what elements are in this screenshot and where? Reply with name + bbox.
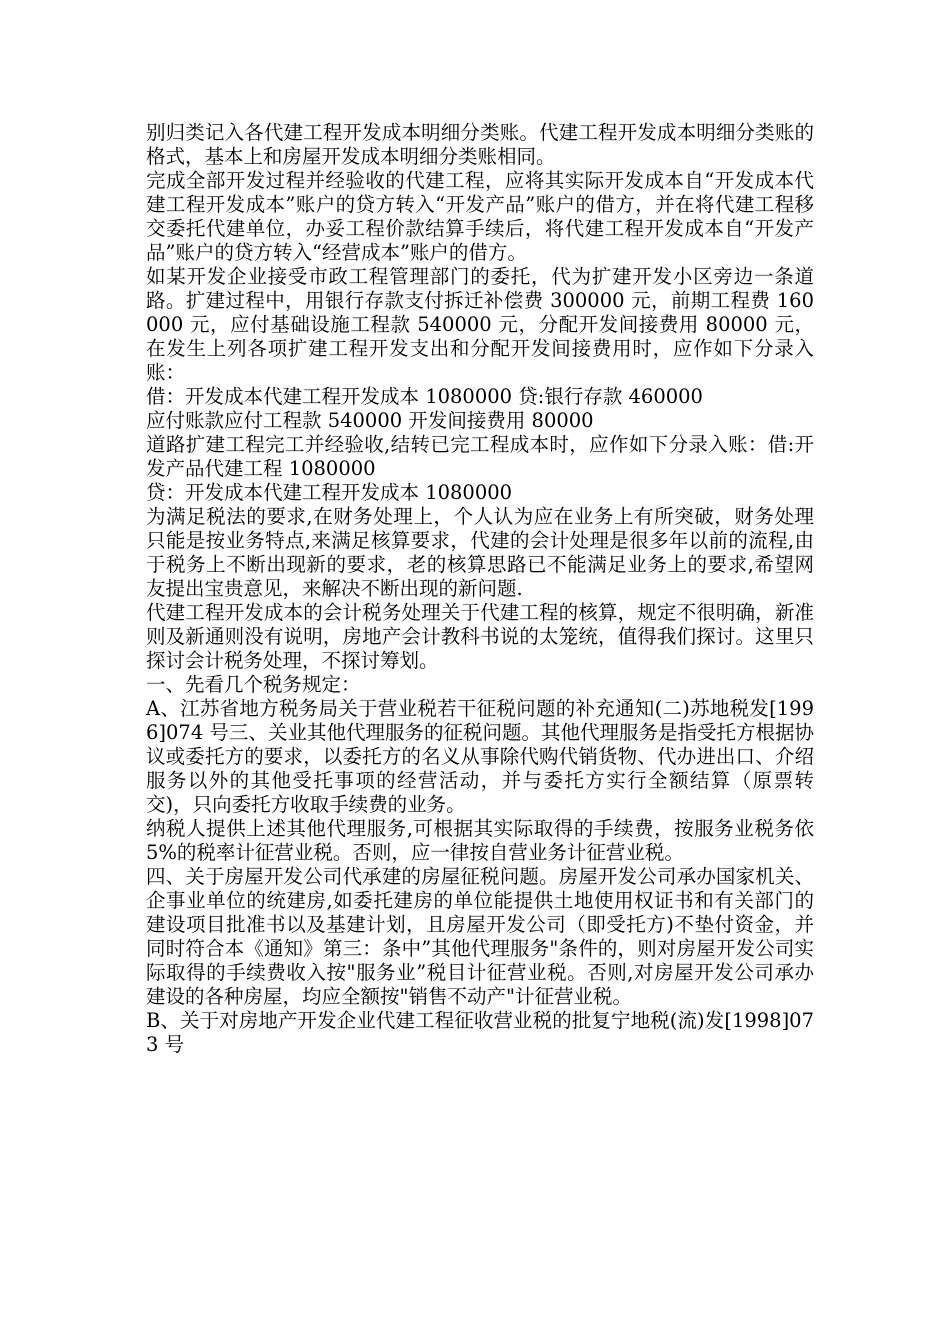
- paragraph-completion-entry: 道路扩建工程完工并经验收,结转已完工程成本时，应作如下分录入账：借:开发产品代建工程 1080000: [146, 433, 814, 480]
- paragraph-completion-credit: 贷：开发成本代建工程开发成本 1080000: [146, 481, 513, 504]
- paragraph-road-expansion-example: 如某开发企业接受市政工程管理部门的委托，代为扩建开发小区旁边一条道路。扩建过程中，用银行存款支付拆迁补偿费 300000 元，前期工程费 160000 元，应付基础设施工程款 540000 元，分配开发间接费用 80000 元，在发生上列各项扩建工程开发支出和分配开发间接费用时，应作如下分录入账：: [146, 265, 814, 384]
- document-body: [146, 121, 814, 1057]
- section-heading-tax-rules: 一、先看几个税务规定：: [146, 673, 361, 696]
- paragraph-nanjing-reply: B、关于对房地产开发企业代建工程征收营业税的批复宁地税(流)发[1998]073 号: [146, 1009, 814, 1056]
- paragraph-cost-ledger-classification: 别归类记入各代建工程开发成本明细分类账。代建工程开发成本明细分类账的格式，基本上和房屋开发成本明细分类账相同。: [146, 121, 814, 168]
- paragraph-completed-project-transfer: 完成全部开发过程并经验收的代建工程，应将其实际开发成本自“开发成本代建工程开发成本”账户的贷方转入“开发产品”账户的借方，并在将代建工程移交委托代建单位，办妥工程价款结算手续后，将代建工程开发成本自“开发产品”账户的贷方转入“经营成本”账户的借方。: [146, 169, 814, 264]
- paragraph-tax-requirements-opinion: 为满足税法的要求,在财务处理上，个人认为应在业务上有所突破，财务处理只能是按业务特点,来满足核算要求，代建的会计处理是很多年以前的流程,由于税务上不断出现新的要求，老的核算思路已不能满足业务上的要求,希望网友提出宝贵意见，来解决不断出现的新问题.: [146, 505, 814, 600]
- paragraph-jiangsu-notice: A、江苏省地方税务局关于营业税若干征税问题的补充通知(二)苏地税发[1996]074 号三、关业其他代理服务的征税问题。其他代理服务是指受托方根据协议或委托方的要求，以委托方的名义从事除代购代销货物、代办进出口、介绍服务以外的其他受托事项的经营活动，并与委托方实行全额结算（原票转交)，只向委托方收取手续费的业务。: [146, 697, 814, 816]
- paragraph-accounting-tax-discussion: 代建工程开发成本的会计税务处理关于代建工程的核算，规定不很明确，新准则及新通则没有说明，房地产会计教科书说的太笼统，值得我们探讨。这里只探讨会计税务处理，不探讨筹划。: [146, 601, 814, 672]
- paragraph-service-tax-rate: 纳税人提供上述其他代理服务,可根据其实际取得的手续费，按服务业税务依 5%的税率计征营业税。否则，应一律按自营业务计征营业税。: [146, 817, 814, 864]
- paragraph-journal-entry-payables: 应付账款应付工程款 540000 开发间接费用 80000: [146, 409, 594, 432]
- paragraph-housing-development-tax: 四、关于房屋开发公司代承建的房屋征税问题。房屋开发公司承办国家机关、企事业单位的统建房,如委托建房的单位能提供土地使用权证书和有关部门的建设项目批准书以及基建计划，且房屋开发公司（即受托方)不垫付资金，并同时符合本《通知》第三：条中”其他代理服务"条件的，则对房屋开发公司实际取得的手续费收入按"服务业”税目计征营业税。否则,对房屋开发公司承办建设的各种房屋，均应全额按"销售不动产"计征营业税。: [146, 865, 814, 1008]
- paragraph-journal-entry-debit: 借：开发成本代建工程开发成本 1080000 贷:银行存款 460000: [146, 385, 703, 408]
